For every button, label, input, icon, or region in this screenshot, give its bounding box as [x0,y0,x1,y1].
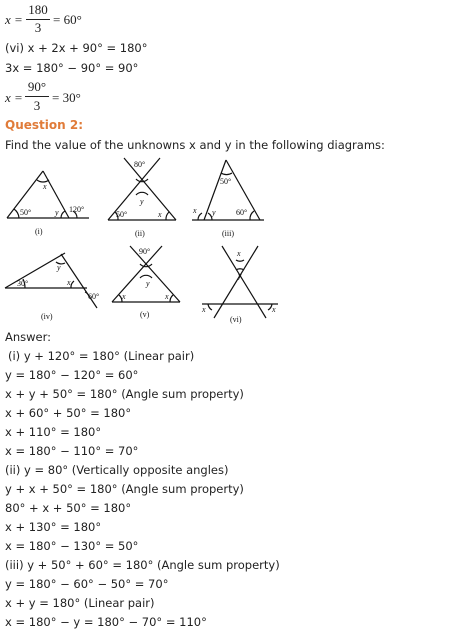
angle-label-60: 60° [88,292,100,301]
diagram-caption: (v) [140,310,150,319]
angle-label-y: y [146,279,150,288]
diagram-ii-figure [104,155,184,243]
diagram-v [108,244,188,324]
diagram-iii [190,155,270,243]
answer-line: x + 110° = 180° [5,425,102,439]
diagram-caption: (ii) [135,229,145,238]
angle-label-x: x [193,206,197,215]
angle-label-30: 30° [17,279,29,288]
angle-label-60: 60° [236,208,248,217]
question-heading: Question 2: [5,118,83,132]
fraction-numerator: 180 [28,2,48,17]
diagram-v-figure [108,244,188,324]
angle-label-x: x [165,292,169,301]
answer-label: Answer: [5,330,52,344]
diagram-caption: (vi) [230,315,242,324]
answer-line: x + y = 180° (Linear pair) [5,596,155,610]
diagram-iv-figure [3,248,108,328]
angle-label-y: y [57,263,61,272]
answer-line: 80° + x + 50° = 180° [5,501,132,515]
diagram-vi [200,244,280,326]
angle-label-90: 90° [139,247,151,256]
angle-label-y: y [140,197,144,206]
answer-line: (i) y + 120° = 180° (Linear pair) [8,349,195,363]
angle-label-x: x [202,305,206,314]
question-prompt: Find the value of the unknowns x and y in the following diagrams: [5,138,385,152]
fraction-equation-2 [5,79,115,115]
fraction-denominator: 3 [33,98,41,113]
fraction-rhs: = 30° [52,90,81,105]
angle-label-x: x [67,278,71,287]
diagram-caption: (i) [35,227,43,236]
diagram-iii-figure [190,155,270,243]
angle-label-50: 50° [116,210,128,219]
diagram-iv [3,248,108,328]
angle-label-y: y [212,208,216,217]
diagram-ii [104,155,184,243]
answer-line: x = 180° − y = 180° − 70° = 110° [5,615,207,629]
diagram-caption: (iii) [222,229,234,238]
fraction-lhs: x = [5,12,23,27]
text-line: 3x = 180° − 90° = 90° [5,61,139,75]
diagram-vi-figure [200,244,280,326]
answer-line: y + x + 50° = 180° (Angle sum property) [5,482,244,496]
diagram-i-figure [3,165,98,243]
answer-line: x = 180° − 130° = 50° [5,539,139,553]
angle-label-120: 120° [69,205,85,214]
fraction-numerator: 90° [27,79,47,94]
diagram-caption: (iv) [41,312,53,321]
answer-line: x + 60° + 50° = 180° [5,406,132,420]
angle-label-x: x [158,210,162,219]
angle-label-y: y [238,271,242,280]
angle-label-50: 50° [20,208,32,217]
answer-line: y = 180° − 120° = 60° [5,368,139,382]
angle-label-x: x [122,292,126,301]
fraction-denominator: 3 [34,20,42,35]
answer-line: (ii) y = 80° (Vertically opposite angles) [5,463,229,477]
answer-line: x = 180° − 110° = 70° [5,444,139,458]
angle-label-x: x [43,182,47,191]
angle-label-x: x [237,249,241,258]
diagram-i [3,165,98,243]
answer-line: x + y + 50° = 180° (Angle sum property) [5,387,244,401]
fraction-lhs: x = [5,90,23,105]
angle-label-y: y [55,208,59,217]
text-line: (vi) x + 2x + 90° = 180° [5,41,148,55]
answer-line: y = 180° − 60° − 50° = 70° [5,577,169,591]
fraction-equation-1 [5,2,115,36]
answer-line: (iii) y + 50° + 60° = 180° (Angle sum property) [5,558,280,572]
fraction-rhs: = 60° [53,12,82,27]
answer-line: x + 130° = 180° [5,520,102,534]
angle-label-x: x [272,305,276,314]
angle-label-50: 50° [220,177,232,186]
fraction-bar [25,96,49,97]
angle-label-80: 80° [134,160,146,169]
